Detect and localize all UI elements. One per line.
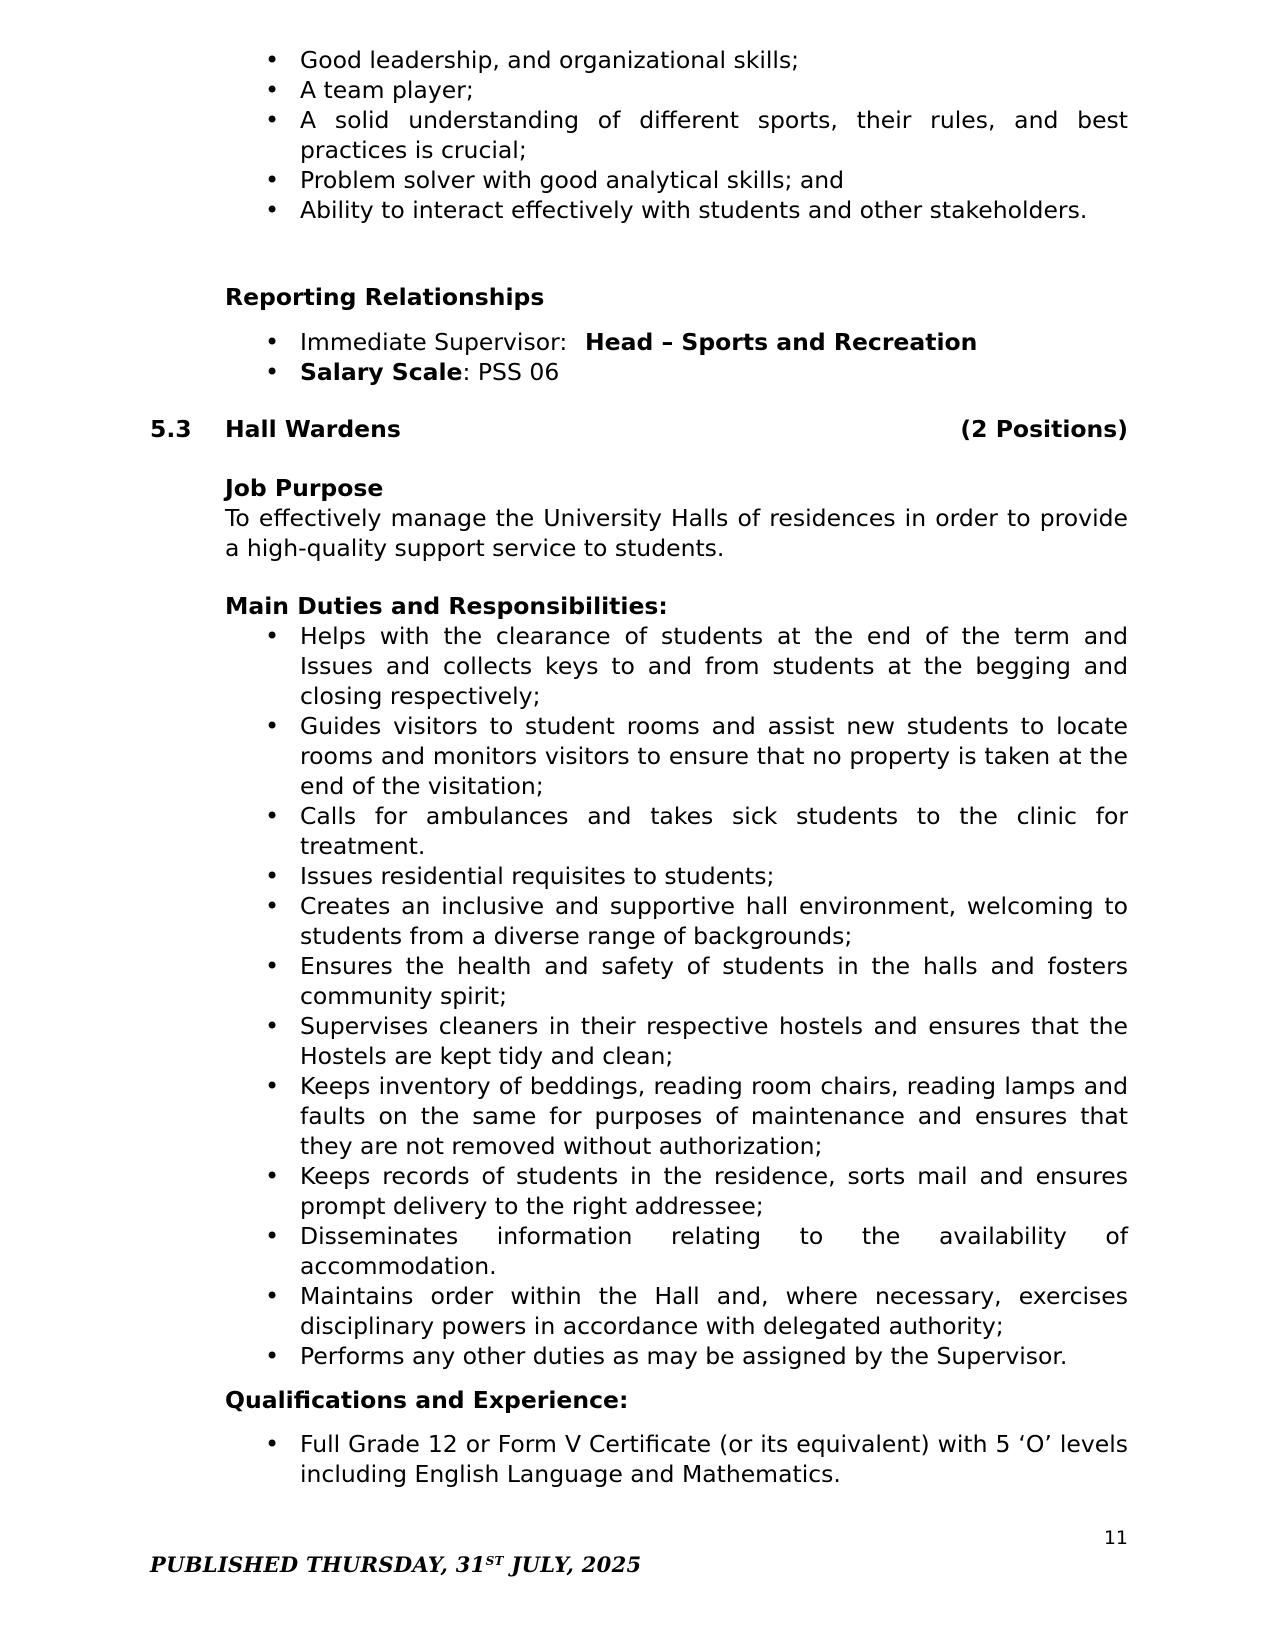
- list-item: • Ensures the health and safety of students in the halls and fosters community spirit;: [225, 951, 1128, 1011]
- supervisor-value: Head – Sports and Recreation: [585, 328, 978, 356]
- list-item: • Disseminates information relating to the availability of accommodation.: [225, 1221, 1128, 1281]
- footer-superscript: ST: [485, 1554, 504, 1568]
- footer-suffix: JULY, 2025: [503, 1552, 642, 1577]
- page-content: [150, 45, 1128, 1489]
- list-item: • Performs any other duties as may be assigned by the Supervisor.: [225, 1341, 1128, 1371]
- list-item: • A team player;: [225, 75, 1128, 105]
- job-purpose-heading: Job Purpose: [225, 474, 384, 502]
- supervisor-label: Immediate Supervisor:: [300, 328, 568, 356]
- list-item: • Ability to interact effectively with students and other stakeholders.: [225, 195, 1128, 225]
- footer-prefix: PUBLISHED THURSDAY, 31: [150, 1552, 486, 1577]
- list-item: • Helps with the clearance of students at the end of the term and Issues and collects keys to and from students at the begging and closing respectively;: [225, 621, 1128, 711]
- list-item: • Keeps inventory of beddings, reading room chairs, reading lamps and faults on the same for purposes of maintenance and ensures that they are not removed without authorization;: [225, 1071, 1128, 1161]
- job-purpose-text: To effectively manage the University Halls of residences in order to provide a high-quality support service to students.: [225, 504, 1128, 562]
- section-number: 5.3: [150, 415, 192, 443]
- qualifications-list: [225, 1429, 1128, 1489]
- list-item: • Maintains order within the Hall and, where necessary, exercises disciplinary powers in accordance with delegated authority;: [225, 1281, 1128, 1341]
- section-positions: (2 Positions): [960, 415, 1128, 443]
- reporting-heading: Reporting Relationships: [225, 283, 545, 311]
- list-item: • Calls for ambulances and takes sick students to the clinic for treatment.: [225, 801, 1128, 861]
- list-item: • A solid understanding of different sports, their rules, and best practices is crucial;: [225, 105, 1128, 165]
- list-item: • Creates an inclusive and supportive hall environment, welcoming to students from a diverse range of backgrounds;: [225, 891, 1128, 951]
- reporting-list: [225, 327, 1128, 387]
- duties-heading: Main Duties and Responsibilities:: [225, 592, 668, 620]
- page-number: 11: [1103, 1527, 1128, 1549]
- section-header: [150, 414, 1128, 444]
- supervisor-item: [225, 327, 1128, 357]
- salary-label: Salary Scale: [300, 358, 463, 386]
- section-title: Hall Wardens: [225, 415, 401, 443]
- skills-list: [225, 45, 1128, 225]
- publication-footer: [150, 1552, 641, 1577]
- list-item: • Supervises cleaners in their respective hostels and ensures that the Hostels are kept tidy and clean;: [225, 1011, 1128, 1071]
- qualifications-heading: Qualifications and Experience:: [225, 1386, 629, 1414]
- list-item: • Guides visitors to student rooms and assist new students to locate rooms and monitors visitors to ensure that no property is taken at the end of the visitation;: [225, 711, 1128, 801]
- salary-value: : PSS 06: [462, 358, 560, 386]
- list-item: • Issues residential requisites to students;: [225, 861, 1128, 891]
- list-item: • Problem solver with good analytical skills; and: [225, 165, 1128, 195]
- duties-list: [225, 621, 1128, 1371]
- salary-item: [225, 357, 1128, 387]
- list-item: • Keeps records of students in the residence, sorts mail and ensures prompt delivery to the right addressee;: [225, 1161, 1128, 1221]
- list-item: • Full Grade 12 or Form V Certificate (or its equivalent) with 5 ‘O’ levels including English Language and Mathematics.: [225, 1429, 1128, 1489]
- list-item: • Good leadership, and organizational skills;: [225, 45, 1128, 75]
